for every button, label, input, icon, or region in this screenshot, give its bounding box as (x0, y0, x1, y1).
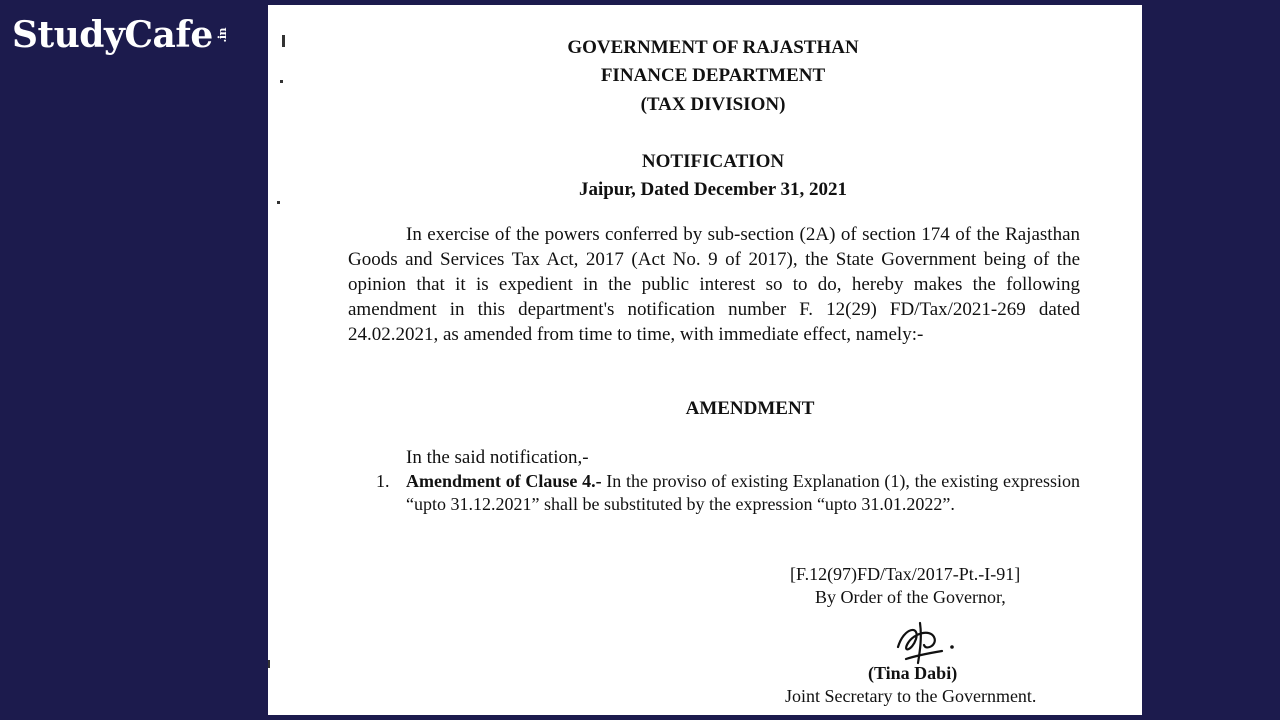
scan-speck (282, 35, 285, 47)
amendment-title: AMENDMENT (685, 398, 815, 419)
signature-icon (890, 617, 960, 667)
brand-name: StudyCafe (12, 14, 213, 56)
file-reference: [F.12(97)FD/Tax/2017-Pt.-I-91] (790, 564, 1021, 584)
header-department: FINANCE DEPARTMENT (600, 65, 826, 86)
brand-suffix: .in (215, 28, 229, 43)
order-line: By Order of the Governor, (815, 587, 1006, 607)
said-notification-line: In the said notification,- (406, 447, 589, 468)
signatory-name: (Tina Dabi) (868, 663, 958, 683)
header-division: (TAX DIVISION) (640, 94, 786, 115)
header-government: GOVERNMENT OF RAJASTHAN (567, 37, 859, 58)
place-date: Jaipur, Dated December 31, 2021 (578, 179, 848, 200)
notification-body: In exercise of the powers conferred by sub-section (2A) of section 174 of the Rajasthan Goods and Services Tax Act, 2017 (Act No. 9 of 2017), the State Government being of the opinion that it is expedient in the public interest so to do, hereby makes the following amendment in this department's notification number F. 12(29) FD/Tax/2021-269 dated 24.02.2021, as amended from time to time, with immediate effect, namely:- (348, 224, 1080, 345)
scan-speck (280, 80, 283, 83)
amendment-item-number: 1. (376, 471, 390, 491)
scan-speck (277, 201, 280, 204)
designation: Joint Secretary to the Government. (785, 686, 1037, 706)
amendment-item-heading: Amendment of Clause 4.- (406, 471, 602, 491)
scan-speck (268, 660, 270, 668)
studycafe-logo (12, 14, 228, 56)
notification-title: NOTIFICATION (641, 151, 785, 172)
amendment-item-text: In the proviso of existing Explanation (1), the existing expression “upto 31.12.2021” shall be substituted by the expression “upto 31.01.2022”. (406, 471, 1080, 514)
amendment-item (406, 470, 1080, 516)
notification-document (268, 5, 1142, 715)
